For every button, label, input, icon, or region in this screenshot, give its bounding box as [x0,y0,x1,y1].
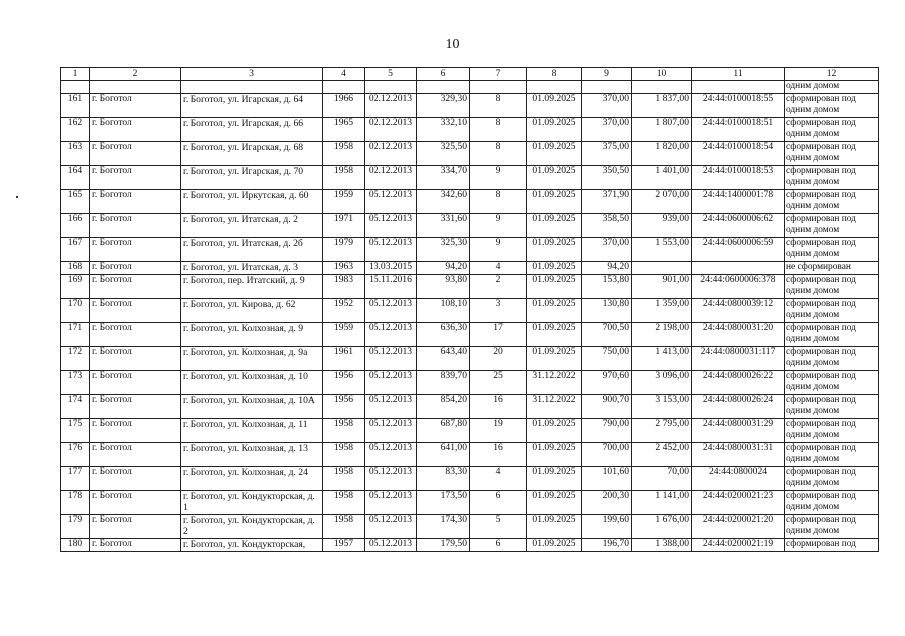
cell-year: 1971 [323,214,365,238]
cell-date2: 31.12.2022 [527,395,582,419]
cell-date2: 01.09.2025 [527,238,582,262]
cell-row-number: 169 [61,275,90,299]
cell-col10: 2 452,00 [632,443,692,467]
cell-status: сформирован под одним домом [785,166,879,190]
cell-cadastral: 24:44:0800031:31 [692,443,785,467]
cell-city: г. Боготол [90,94,181,118]
cell-year: 1956 [323,371,365,395]
cell-address: г. Боготол, ул. Итатская, д. 2 [181,214,323,238]
cell-status: сформирован под одним домом [785,94,879,118]
table-row-fragment [61,81,879,94]
cell-count: 9 [470,214,527,238]
table-row [61,190,879,214]
cell-date: 05.12.2013 [365,238,417,262]
cell-row-number: 170 [61,299,90,323]
cell-row-number: 171 [61,323,90,347]
cell-status: сформирован под одним домом [785,419,879,443]
cell-city: г. Боготол [90,515,181,539]
cell-cadastral: 24:44:0200021:23 [692,491,785,515]
cell-row-number: 179 [61,515,90,539]
cell-city: г. Боготол [90,262,181,275]
cell-year: 1958 [323,419,365,443]
header-col-11: 11 [692,68,785,81]
cell-date: 05.12.2013 [365,419,417,443]
header-col-2: 2 [90,68,181,81]
table-row [61,323,879,347]
cell-col9: 370,00 [582,94,632,118]
cell-address: г. Боготол, ул. Кондукторская, д. 1 [181,491,323,515]
cell-date2: 01.09.2025 [527,419,582,443]
cell-address: г. Боготол, ул. Кирова, д. 62 [181,299,323,323]
cell-count: 6 [470,539,527,552]
cell-cadastral: 24:44:1400001:78 [692,190,785,214]
cell-status: сформирован под одним домом [785,347,879,371]
cell-col10: 70,00 [632,467,692,491]
header-col-8: 8 [527,68,582,81]
cell-status: сформирован под одним домом [785,275,879,299]
header-col-10: 10 [632,68,692,81]
cell-count: 5 [470,515,527,539]
cell-year: 1958 [323,142,365,166]
cell-cadastral: 24:44:0800026:22 [692,371,785,395]
cell-count: 20 [470,347,527,371]
cell-date: 05.12.2013 [365,214,417,238]
header-col-9: 9 [582,68,632,81]
cell-status: сформирован под одним домом [785,299,879,323]
cell-address: г. Боготол, ул. Итатская, д. 3 [181,262,323,275]
cell-address: г. Боготол, ул. Колхозная, д. 24 [181,467,323,491]
cell-cadastral: 24:44:0800039:12 [692,299,785,323]
cell-status: сформирован под одним домом [785,443,879,467]
table-row [61,539,879,552]
cell-col10: 1 388,00 [632,539,692,552]
cell-address: г. Боготол, ул. Колхозная, д. 9 [181,323,323,347]
cell-status: сформирован под одним домом [785,395,879,419]
cell-date2: 01.09.2025 [527,323,582,347]
cell-empty [692,81,785,94]
cell-count: 9 [470,166,527,190]
cell-col9: 350,50 [582,166,632,190]
cell-col9: 200,30 [582,491,632,515]
cell-year: 1952 [323,299,365,323]
cell-count: 8 [470,118,527,142]
cell-area: 687,80 [417,419,470,443]
cell-date2: 01.09.2025 [527,166,582,190]
header-col-4: 4 [323,68,365,81]
cell-cadastral: 24:44:0200021:19 [692,539,785,552]
cell-year: 1956 [323,395,365,419]
cell-date2: 01.09.2025 [527,491,582,515]
cell-count: 17 [470,323,527,347]
cell-city: г. Боготол [90,395,181,419]
cell-empty [632,81,692,94]
cell-address: г. Боготол, ул. Итатская, д. 2б [181,238,323,262]
cell-date2: 01.09.2025 [527,94,582,118]
cell-date: 05.12.2013 [365,323,417,347]
cell-col9: 358,50 [582,214,632,238]
cell-row-number: 162 [61,118,90,142]
cell-address: г. Боготол, ул. Колхозная, д. 10А [181,395,323,419]
cell-empty [90,81,181,94]
cell-row-number: 163 [61,142,90,166]
cell-year: 1958 [323,166,365,190]
cell-city: г. Боготол [90,214,181,238]
cell-empty [181,81,323,94]
cell-row-number: 176 [61,443,90,467]
cell-cadastral: 24:44:0800031:117 [692,347,785,371]
cell-cadastral: 24:44:0100018:51 [692,118,785,142]
cell-col10: 1 553,00 [632,238,692,262]
cell-col9: 370,00 [582,118,632,142]
cell-area: 83,30 [417,467,470,491]
cell-area: 94,20 [417,262,470,275]
cell-year: 1966 [323,94,365,118]
cell-status: сформирован под одним домом [785,214,879,238]
cell-count: 8 [470,142,527,166]
table-row [61,142,879,166]
cell-city: г. Боготол [90,443,181,467]
table-row [61,515,879,539]
cell-cadastral: 24:44:0100018:55 [692,94,785,118]
cell-date2: 01.09.2025 [527,214,582,238]
cell-col9: 196,70 [582,539,632,552]
cell-row-number: 174 [61,395,90,419]
cell-city: г. Боготол [90,299,181,323]
cell-count: 9 [470,238,527,262]
cell-address: г. Боготол, ул. Игарская, д. 68 [181,142,323,166]
cell-year: 1958 [323,491,365,515]
cell-empty [365,81,417,94]
cell-col10 [632,262,692,275]
cell-col9: 153,80 [582,275,632,299]
cell-year: 1957 [323,539,365,552]
cell-area: 854,20 [417,395,470,419]
cell-date2: 01.09.2025 [527,190,582,214]
cell-area: 173,50 [417,491,470,515]
cell-col9: 370,00 [582,238,632,262]
cell-cadastral: 24:44:0800031:20 [692,323,785,347]
cell-row-number: 168 [61,262,90,275]
cell-empty [470,81,527,94]
cell-city: г. Боготол [90,166,181,190]
cell-address: г. Боготол, ул. Колхозная, д. 13 [181,443,323,467]
cell-area: 342,60 [417,190,470,214]
cell-date2: 01.09.2025 [527,347,582,371]
cell-col10: 1 820,00 [632,142,692,166]
cell-status: не сформирован [785,262,879,275]
header-col-1: 1 [61,68,90,81]
cell-date: 05.12.2013 [365,395,417,419]
cell-col10: 1 141,00 [632,491,692,515]
cell-row-number: 178 [61,491,90,515]
cell-cadastral: 24:44:0200021:20 [692,515,785,539]
cell-year: 1959 [323,190,365,214]
cell-date: 05.12.2013 [365,515,417,539]
cell-status: сформирован под одним домом [785,491,879,515]
cell-address: г. Боготол, ул. Игарская, д. 64 [181,94,323,118]
cell-area: 325,30 [417,238,470,262]
cell-row-number: 177 [61,467,90,491]
table-row [61,491,879,515]
cell-address: г. Боготол, ул. Игарская, д. 66 [181,118,323,142]
cell-cadastral: 24:44:0100018:53 [692,166,785,190]
cell-status: сформирован под одним домом [785,238,879,262]
cell-empty [582,81,632,94]
cell-row-number: 180 [61,539,90,552]
table-row [61,347,879,371]
cell-date: 13.03.2015 [365,262,417,275]
header-col-6: 6 [417,68,470,81]
cell-date2: 01.09.2025 [527,262,582,275]
cell-year: 1983 [323,275,365,299]
cell-date2: 01.09.2025 [527,539,582,552]
cell-col10: 1 807,00 [632,118,692,142]
cell-address: г. Боготол, ул. Иркутская, д. 60 [181,190,323,214]
cell-col10: 3 153,00 [632,395,692,419]
cell-city: г. Боготол [90,238,181,262]
cell-col9: 130,80 [582,299,632,323]
cell-col10: 1 413,00 [632,347,692,371]
cell-date2: 31.12.2022 [527,371,582,395]
cell-area: 325,50 [417,142,470,166]
cell-cadastral: 24:44:0600006:59 [692,238,785,262]
cell-col10: 1 676,00 [632,515,692,539]
cell-col10: 1 359,00 [632,299,692,323]
cell-count: 25 [470,371,527,395]
table-row [61,214,879,238]
cell-row-number: 173 [61,371,90,395]
cell-row-number: 166 [61,214,90,238]
cell-area: 108,10 [417,299,470,323]
cell-status: сформирован под одним домом [785,118,879,142]
cell-address: г. Боготол, ул. Кондукторская, [181,539,323,552]
cell-cadastral [692,262,785,275]
cell-address: г. Боготол, пер. Итатский, д. 9 [181,275,323,299]
table-row [61,238,879,262]
cell-col10: 2 198,00 [632,323,692,347]
cell-year: 1961 [323,347,365,371]
cell-date2: 01.09.2025 [527,443,582,467]
cell-col9: 371,90 [582,190,632,214]
table-row [61,467,879,491]
cell-year: 1965 [323,118,365,142]
cell-year: 1958 [323,467,365,491]
cell-empty [323,81,365,94]
cell-count: 8 [470,190,527,214]
cell-col9: 375,00 [582,142,632,166]
cell-col9: 700,50 [582,323,632,347]
cell-address: г. Боготол, ул. Колхозная, д. 11 [181,419,323,443]
cell-row-number: 167 [61,238,90,262]
cell-date2: 01.09.2025 [527,142,582,166]
housing-table [60,67,879,552]
cell-status: сформирован под одним домом [785,467,879,491]
cell-city: г. Боготол [90,118,181,142]
cell-count: 16 [470,395,527,419]
cell-date2: 01.09.2025 [527,275,582,299]
cell-area: 334,70 [417,166,470,190]
cell-row-number: 175 [61,419,90,443]
cell-area: 643,40 [417,347,470,371]
cell-city: г. Боготол [90,275,181,299]
cell-cadastral: 24:44:0800024 [692,467,785,491]
cell-status: сформирован под одним домом [785,515,879,539]
cell-cadastral: 24:44:0600006:62 [692,214,785,238]
cell-row-number: 165 [61,190,90,214]
cell-empty [527,81,582,94]
cell-city: г. Боготол [90,323,181,347]
cell-year: 1958 [323,515,365,539]
cell-city: г. Боготол [90,190,181,214]
header-col-5: 5 [365,68,417,81]
cell-row-number: 164 [61,166,90,190]
cell-date2: 01.09.2025 [527,299,582,323]
cell-date: 02.12.2013 [365,118,417,142]
cell-area: 839,70 [417,371,470,395]
cell-col9: 790,00 [582,419,632,443]
cell-col9: 94,20 [582,262,632,275]
cell-col9: 750,00 [582,347,632,371]
cell-date2: 01.09.2025 [527,515,582,539]
cell-col10: 1 401,00 [632,166,692,190]
cell-date2: 01.09.2025 [527,118,582,142]
cell-count: 16 [470,443,527,467]
page-number: 10 [445,37,460,52]
cell-address: г. Боготол, ул. Игарская, д. 70 [181,166,323,190]
cell-date: 05.12.2013 [365,539,417,552]
table-row [61,262,879,275]
cell-count: 4 [470,262,527,275]
table-row [61,118,879,142]
cell-col9: 900,70 [582,395,632,419]
cell-date: 05.12.2013 [365,443,417,467]
cell-status: одним домом [785,81,879,94]
cell-date2: 01.09.2025 [527,467,582,491]
cell-count: 4 [470,467,527,491]
cell-year: 1963 [323,262,365,275]
table-row [61,419,879,443]
document-sheet [60,67,879,552]
header-col-7: 7 [470,68,527,81]
cell-date: 05.12.2013 [365,467,417,491]
cell-col10: 939,00 [632,214,692,238]
cell-area: 331,60 [417,214,470,238]
table-row [61,275,879,299]
cell-year: 1979 [323,238,365,262]
cell-status: сформирован под одним домом [785,323,879,347]
cell-row-number: 172 [61,347,90,371]
cell-cadastral: 24:44:0100018:54 [692,142,785,166]
cell-col9: 199,60 [582,515,632,539]
cell-area: 332,10 [417,118,470,142]
cell-col9: 101,60 [582,467,632,491]
cell-row-number: 161 [61,94,90,118]
cell-area: 636,30 [417,323,470,347]
cell-date: 15.11.2016 [365,275,417,299]
cell-area: 93,80 [417,275,470,299]
header-col-12: 12 [785,68,879,81]
cell-empty [417,81,470,94]
cell-address: г. Боготол, ул. Колхозная, д. 10 [181,371,323,395]
table-header-row [61,68,879,81]
cell-date: 05.12.2013 [365,371,417,395]
cell-count: 6 [470,491,527,515]
cell-address: г. Боготол, ул. Кондукторская, д. 2 [181,515,323,539]
cell-city: г. Боготол [90,467,181,491]
cell-count: 2 [470,275,527,299]
cell-city: г. Боготол [90,371,181,395]
cell-col10: 3 096,00 [632,371,692,395]
cell-date: 05.12.2013 [365,347,417,371]
cell-count: 8 [470,94,527,118]
cell-area: 641,00 [417,443,470,467]
cell-status: сформирован под одним домом [785,371,879,395]
cell-col10: 2 795,00 [632,419,692,443]
table-row [61,395,879,419]
cell-city: г. Боготол [90,142,181,166]
cell-date: 05.12.2013 [365,190,417,214]
cell-count: 19 [470,419,527,443]
cell-cadastral: 24:44:0800031:29 [692,419,785,443]
scan-dot [16,196,18,198]
cell-city: г. Боготол [90,539,181,552]
cell-status: сформирован под одним домом [785,142,879,166]
header-col-3: 3 [181,68,323,81]
cell-date: 05.12.2013 [365,299,417,323]
cell-status: сформирован под одним домом [785,190,879,214]
cell-city: г. Боготол [90,491,181,515]
cell-col10: 2 070,00 [632,190,692,214]
cell-city: г. Боготол [90,347,181,371]
cell-area: 329,30 [417,94,470,118]
cell-col10: 1 837,00 [632,94,692,118]
cell-date: 02.12.2013 [365,166,417,190]
cell-cadastral: 24:44:0800026:24 [692,395,785,419]
cell-date: 02.12.2013 [365,94,417,118]
cell-col9: 970,60 [582,371,632,395]
table-row [61,443,879,467]
table-row [61,299,879,323]
cell-date: 05.12.2013 [365,491,417,515]
cell-year: 1958 [323,443,365,467]
cell-col10: 901,00 [632,275,692,299]
cell-area: 174,30 [417,515,470,539]
table-body [61,81,879,552]
cell-cadastral: 24:44:0600006:378 [692,275,785,299]
cell-city: г. Боготол [90,419,181,443]
table-row [61,371,879,395]
cell-count: 3 [470,299,527,323]
cell-status: сформирован под [785,539,879,552]
cell-empty [61,81,90,94]
table-row [61,166,879,190]
cell-year: 1959 [323,323,365,347]
cell-col9: 700,00 [582,443,632,467]
cell-address: г. Боготол, ул. Колхозная, д. 9а [181,347,323,371]
cell-area: 179,50 [417,539,470,552]
table-row [61,94,879,118]
cell-date: 02.12.2013 [365,142,417,166]
